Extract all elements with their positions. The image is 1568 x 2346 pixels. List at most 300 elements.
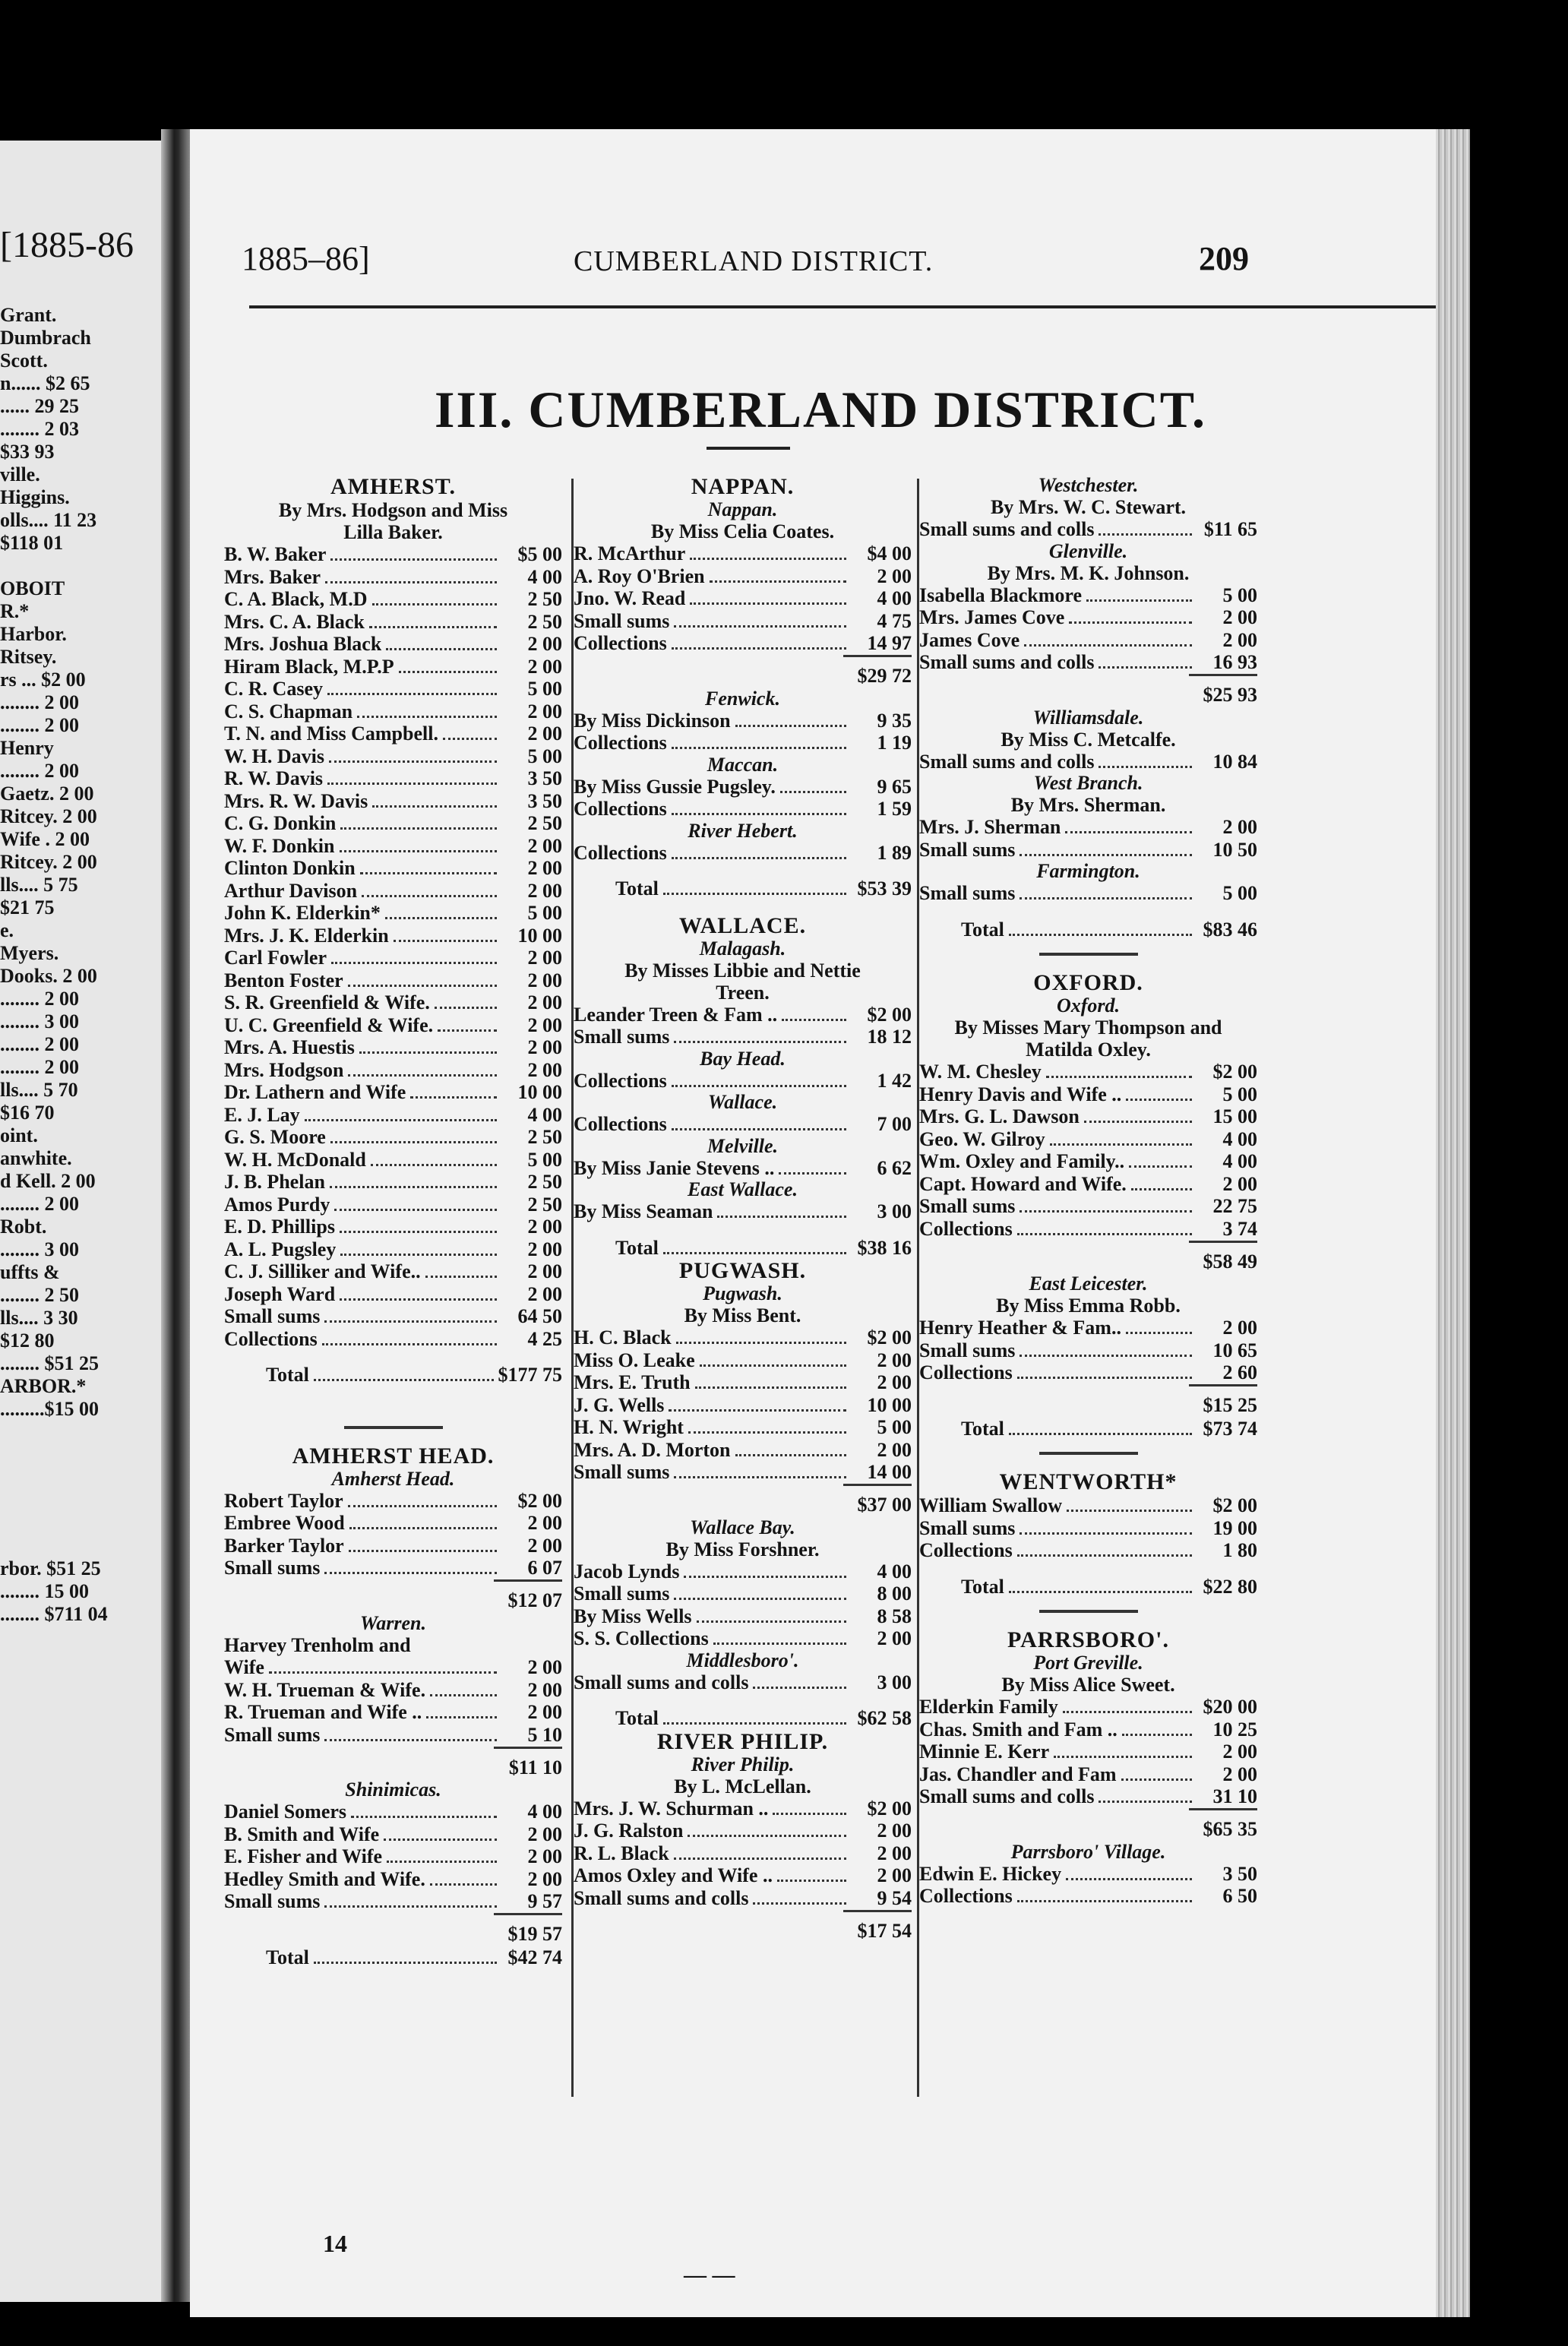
- entry-name: Small sums: [919, 1339, 1016, 1361]
- leader-dots: [1099, 666, 1192, 669]
- leader-dots: [1020, 1210, 1192, 1213]
- entry-name: Minnie E. Kerr: [919, 1741, 1050, 1763]
- entry-name: Collections: [919, 1885, 1013, 1907]
- leader-dots: [348, 1505, 497, 1507]
- entry-row: [574, 542, 912, 565]
- collector-line: By L. McLellan.: [674, 1775, 811, 1797]
- subtotal: [919, 1384, 1257, 1418]
- place-heading: Melville.: [707, 1134, 779, 1157]
- leader-dots: [387, 1861, 497, 1863]
- leader-dots: [1099, 766, 1192, 768]
- section-heading: WENTWORTH*: [999, 1469, 1178, 1494]
- entry-row: [574, 1371, 912, 1394]
- entry-row: [574, 1416, 912, 1439]
- left-page-line: [0, 555, 152, 577]
- left-page-line: [0, 1512, 152, 1535]
- entry-name: Small sums: [574, 1461, 670, 1483]
- leader-dots: [713, 1643, 846, 1645]
- entry-name: H. N. Wright: [574, 1416, 684, 1438]
- entry-amount: 2 50: [527, 812, 562, 834]
- entry-row: [224, 880, 562, 903]
- entry-amount: 2 00: [527, 1678, 562, 1701]
- place-heading: Wallace.: [707, 1091, 778, 1113]
- entry-row: [224, 1194, 562, 1216]
- entry-name: R. Trueman and Wife ..: [224, 1701, 422, 1723]
- total-row: [919, 1418, 1257, 1440]
- collector-line: By Mrs. Sherman.: [1010, 794, 1166, 816]
- entry-amount: $5 00: [517, 543, 562, 565]
- leader-dots: [672, 647, 846, 650]
- leader-dots: [305, 1119, 497, 1121]
- entry-name: By Miss Seaman: [574, 1200, 713, 1222]
- place-heading: Oxford.: [1056, 994, 1121, 1016]
- entry-amount: 2 00: [877, 564, 912, 587]
- entry-name: C. A. Black, M.D: [224, 588, 368, 610]
- left-page-line: uffts &: [0, 1261, 60, 1283]
- entry-row: [224, 1104, 562, 1127]
- entry-name: Mrs. R. W. Davis: [224, 789, 368, 812]
- subtotal-amount: $25 93: [1189, 674, 1257, 707]
- entry-name: Benton Foster: [224, 969, 343, 991]
- entry-row: [574, 1671, 912, 1694]
- leader-dots: [386, 648, 497, 650]
- entry-row: [574, 1842, 912, 1865]
- entry-row: [224, 700, 562, 723]
- leader-dots: [674, 1598, 846, 1600]
- leader-dots: [1126, 1099, 1192, 1101]
- entry-amount: 2 00: [527, 1823, 562, 1845]
- entry-row: [574, 798, 912, 820]
- leader-dots: [1065, 831, 1192, 833]
- entry-amount: 5 00: [527, 678, 562, 700]
- left-page-line: lls.... 5 70: [0, 1079, 78, 1101]
- subtotal-amount: $11 10: [494, 1747, 562, 1779]
- subtotal: [919, 1808, 1257, 1842]
- leader-dots: [690, 602, 846, 605]
- place-heading: Malagash.: [699, 937, 786, 960]
- entry-amount: 31 10: [1212, 1785, 1257, 1807]
- leader-dots: [672, 1128, 846, 1130]
- leader-dots: [426, 1716, 497, 1718]
- left-page-line: olls.... 11 23: [0, 509, 97, 531]
- leader-dots: [399, 671, 497, 673]
- entry-amount: 4 00: [877, 587, 912, 609]
- entry-amount: 3 50: [1222, 1862, 1257, 1885]
- leader-dots: [672, 813, 846, 815]
- entry-amount: 2 00: [527, 857, 562, 879]
- entry-amount: 9 35: [877, 709, 912, 732]
- entry-name: Total: [961, 1417, 1004, 1440]
- entry-name: A. Roy O'Brien: [574, 564, 705, 587]
- entry-row: [224, 1823, 562, 1846]
- total-row: [574, 1237, 912, 1260]
- entry-name: Small sums: [574, 1026, 670, 1048]
- entry-amount: 2 00: [527, 1216, 562, 1238]
- entry-name: Small sums: [919, 1516, 1016, 1539]
- title-rule: [707, 447, 790, 450]
- place-heading: Maccan.: [707, 753, 779, 776]
- leader-dots: [1099, 533, 1192, 536]
- entry-name: E. J. Lay: [224, 1103, 300, 1126]
- entry-row: [224, 1490, 562, 1513]
- spacer: [574, 900, 912, 914]
- entry-row: [919, 1517, 1257, 1540]
- collector-line: By Miss Alice Sweet.: [1001, 1674, 1175, 1696]
- entry-row: [574, 1605, 912, 1628]
- place-heading: River Philip.: [691, 1753, 795, 1775]
- page-edges: [1436, 129, 1470, 2317]
- entry-name: Mrs. Hodgson: [224, 1058, 344, 1081]
- entry-name: E. D. Phillips: [224, 1216, 335, 1238]
- entry-row: [574, 1864, 912, 1887]
- entry-name: Collections: [919, 1361, 1013, 1383]
- entry-name: R. L. Black: [574, 1842, 669, 1864]
- entry-name: R. W. Davis: [224, 767, 324, 789]
- leader-dots: [435, 1007, 497, 1009]
- entry-amount: 1 80: [1222, 1539, 1257, 1561]
- entry-row: [919, 651, 1257, 674]
- leader-dots: [700, 1364, 846, 1367]
- left-page-line: [0, 1466, 152, 1489]
- entry-amount: 2 00: [1222, 628, 1257, 651]
- leader-dots: [676, 1342, 846, 1344]
- entry-row: [574, 1797, 912, 1820]
- leader-dots: [269, 1671, 497, 1674]
- entry-row: [574, 842, 912, 865]
- subtotal: [224, 1579, 562, 1613]
- section-heading: PARRSBORO'.: [1007, 1627, 1169, 1652]
- entry-name: Total: [615, 1236, 659, 1259]
- entry-amount: 2 00: [527, 1701, 562, 1723]
- left-page-line: ARBOR.*: [0, 1375, 87, 1397]
- entry-amount: 2 00: [527, 655, 562, 678]
- entry-amount: 2 00: [527, 1238, 562, 1260]
- subtotal: [574, 655, 912, 688]
- leader-dots: [324, 1739, 497, 1741]
- entry-name: Total: [266, 1364, 309, 1386]
- entry-name: S. S. Collections: [574, 1627, 709, 1649]
- left-page-line: ........ 2 00: [0, 1033, 79, 1055]
- entry-name: Robert Taylor: [224, 1489, 343, 1512]
- entry-amount: 4 00: [527, 565, 562, 588]
- entry-amount: 3 74: [1222, 1217, 1257, 1240]
- leader-dots: [1020, 1355, 1192, 1357]
- entry-row: [919, 1061, 1257, 1083]
- entry-amount: 2 00: [527, 1058, 562, 1081]
- entry-row: [919, 1173, 1257, 1196]
- place-heading: East Wallace.: [688, 1178, 798, 1200]
- entry-amount: 2 00: [527, 1534, 562, 1557]
- entry-name: Mrs. J. W. Schurman ..: [574, 1797, 769, 1820]
- entry-row: [224, 1305, 562, 1328]
- entry-name: Small sums: [224, 1305, 321, 1327]
- leader-dots: [1009, 1433, 1192, 1435]
- left-page-line: $12 80: [0, 1330, 55, 1352]
- leader-dots: [369, 626, 497, 628]
- collector-line: By Mrs. Hodgson and Miss: [278, 499, 508, 521]
- spacer: [224, 1350, 562, 1364]
- leader-dots: [663, 1252, 846, 1254]
- entry-name: Small sums: [574, 609, 670, 632]
- left-page-line: ........ 2 03: [0, 418, 79, 440]
- place-heading: Amherst Head.: [331, 1467, 455, 1490]
- entry-row: [224, 1014, 562, 1037]
- entry-row: [919, 606, 1257, 629]
- leader-dots: [672, 747, 846, 749]
- entry-row: [224, 1512, 562, 1535]
- entry-row: [919, 816, 1257, 839]
- section-heading: AMHERST.: [330, 474, 456, 499]
- left-page-line: ville.: [0, 463, 40, 485]
- entry-amount: 8 58: [877, 1605, 912, 1627]
- left-page-line: ........ 3 00: [0, 1010, 79, 1032]
- entry-name: Isabella Blackmore: [919, 583, 1083, 606]
- entry-amount: 10 00: [517, 1081, 562, 1103]
- entry-amount: 6 50: [1222, 1885, 1257, 1907]
- entry-row: [574, 776, 912, 798]
- leader-dots: [1131, 1188, 1192, 1190]
- left-page-line: Gaetz. 2 00: [0, 783, 94, 805]
- leader-dots: [410, 1096, 497, 1099]
- leader-dots: [340, 827, 497, 830]
- entry-row: [574, 587, 912, 610]
- entry-row: [224, 678, 562, 700]
- page-signature-number: 14: [323, 2230, 347, 2257]
- entry-amount: 10 00: [867, 1393, 912, 1416]
- entry-name: S. R. Greenfield & Wife.: [224, 991, 430, 1013]
- leader-dots: [372, 603, 498, 605]
- leader-dots: [1084, 1121, 1192, 1123]
- entry-name: Chas. Smith and Fam ..: [919, 1718, 1118, 1741]
- entry-amount: 2 00: [527, 633, 562, 655]
- leader-dots: [1017, 1233, 1192, 1235]
- entry-amount: 1 42: [877, 1069, 912, 1092]
- entry-row: [919, 1494, 1257, 1517]
- spacer: [224, 1386, 562, 1400]
- entry-name: Small sums: [574, 1582, 670, 1605]
- entry-amount: 2 00: [527, 947, 562, 969]
- entry-name: Small sums: [919, 1195, 1016, 1217]
- entry-row: [224, 1059, 562, 1082]
- entry-row: [574, 610, 912, 633]
- entry-row: [224, 566, 562, 589]
- leader-dots: [717, 1216, 846, 1218]
- subtotal-amount: $15 25: [1189, 1384, 1257, 1417]
- entry-amount: 5 00: [877, 1416, 912, 1438]
- entry-name: J. G. Ralston: [574, 1820, 684, 1842]
- left-page-line: Harbor.: [0, 623, 67, 645]
- entry-row: [224, 656, 562, 678]
- left-page-header: [1885-86: [0, 225, 134, 265]
- entry-name: Small sums: [224, 1557, 321, 1579]
- entry-amount: 2 00: [527, 1656, 562, 1678]
- left-page-line: [0, 1535, 152, 1557]
- entry-name: Mrs. J. Sherman: [919, 816, 1061, 838]
- entry-row: [224, 1890, 562, 1913]
- leader-dots: [322, 1343, 497, 1345]
- leader-dots: [1063, 1711, 1192, 1713]
- leader-dots: [349, 1527, 497, 1529]
- leader-dots: [1069, 621, 1192, 624]
- entry-amount: 9 54: [877, 1886, 912, 1909]
- leader-dots: [1024, 644, 1192, 647]
- left-page-line: $21 75: [0, 896, 55, 918]
- entry-name: By Miss Wells: [574, 1605, 692, 1627]
- left-page-line: Henry: [0, 737, 54, 759]
- entry-amount: 15 00: [1212, 1105, 1257, 1127]
- leader-dots: [314, 1379, 494, 1381]
- entry-amount: 2 50: [527, 1126, 562, 1148]
- entry-row: [224, 1557, 562, 1579]
- entry-amount: 2 00: [527, 1013, 562, 1036]
- entry-name: By Miss Gussie Pugsley.: [574, 775, 776, 798]
- entry-name: Hedley Smith and Wife.: [224, 1867, 425, 1890]
- entry-row: [224, 745, 562, 768]
- subtotal-amount: $37 00: [843, 1484, 912, 1516]
- entry-name: Mrs. C. A. Black: [224, 610, 365, 633]
- entry-row: [574, 1157, 912, 1180]
- entry-amount: 9 65: [877, 775, 912, 798]
- entry-amount: 2 50: [527, 1171, 562, 1193]
- entry-amount: 7 00: [877, 1113, 912, 1135]
- left-page-line: ........ 2 50: [0, 1284, 79, 1306]
- left-page-line: Ritcey. 2 00: [0, 805, 97, 827]
- entry-name: C. S. Chapman: [224, 700, 353, 722]
- left-page-line: lls.... 5 75: [0, 874, 78, 896]
- leader-dots: [1050, 1143, 1192, 1146]
- entry-name: J. B. Phelan: [224, 1171, 325, 1193]
- entry-amount: 3 00: [877, 1671, 912, 1693]
- entry-amount: 2 50: [527, 1193, 562, 1216]
- leader-dots: [735, 725, 846, 727]
- leader-dots: [672, 857, 846, 859]
- column-1: [224, 475, 562, 1968]
- leader-dots: [330, 1186, 497, 1188]
- total-row: [224, 1946, 562, 1969]
- leader-dots: [425, 1276, 497, 1278]
- leader-dots: [384, 1839, 497, 1841]
- left-page-line: rbor. $51 25: [0, 1557, 101, 1579]
- entry-amount: 2 00: [877, 1348, 912, 1371]
- collector-line: By Miss Celia Coates.: [650, 520, 835, 542]
- left-page-line: ........ 3 00: [0, 1238, 79, 1260]
- total-row: [919, 918, 1257, 941]
- entry-name: Barker Taylor: [224, 1534, 344, 1557]
- entry-row: [224, 633, 562, 656]
- entry-amount: 2 00: [1222, 816, 1257, 838]
- left-page-line: $118 01: [0, 532, 64, 554]
- leader-dots: [385, 917, 497, 919]
- entry-amount: $22 80: [1203, 1575, 1257, 1598]
- left-page-line: oint.: [0, 1124, 38, 1146]
- subtotal: [919, 1240, 1257, 1273]
- leader-dots: [325, 581, 497, 583]
- entry-name: Harvey Trenholm and: [224, 1633, 411, 1656]
- entry-name: Mrs. James Cove: [919, 606, 1065, 628]
- entry-row: [224, 1724, 562, 1747]
- entry-row: [919, 882, 1257, 905]
- entry-name: W. H. McDonald: [224, 1148, 366, 1171]
- entry-amount: $42 74: [507, 1946, 562, 1968]
- entry-name: Mrs. J. K. Elderkin: [224, 924, 389, 947]
- leader-dots: [438, 1029, 497, 1032]
- leader-dots: [688, 1431, 846, 1434]
- leader-dots: [710, 580, 846, 583]
- entry-amount: 2 00: [877, 1864, 912, 1886]
- entry-amount: 2 00: [527, 1036, 562, 1058]
- left-page-line: R.*: [0, 600, 30, 622]
- entry-row: [919, 839, 1257, 862]
- left-page-line: [0, 1443, 152, 1466]
- entry-row: [224, 1701, 562, 1724]
- entry-row: [574, 1394, 912, 1417]
- entry-row: [224, 1328, 562, 1351]
- entry-name: Collections: [574, 1069, 667, 1092]
- left-page-line: anwhite.: [0, 1147, 72, 1169]
- leader-dots: [430, 1694, 497, 1696]
- leader-dots: [753, 1687, 846, 1689]
- entry-amount: 6 07: [527, 1557, 562, 1579]
- left-page-line: $16 70: [0, 1102, 55, 1124]
- entry-name: Collections: [574, 841, 667, 864]
- entry-amount: 5 00: [1222, 882, 1257, 904]
- leader-dots: [324, 1320, 497, 1323]
- entry-name: R. McArthur: [574, 542, 686, 564]
- leader-dots: [1066, 1878, 1192, 1880]
- entry-amount: $62 58: [857, 1707, 912, 1729]
- left-page-line: lls.... 3 30: [0, 1307, 78, 1329]
- entry-row: [224, 1171, 562, 1194]
- entry-row: [574, 1326, 912, 1349]
- entry-name: Jacob Lynds: [574, 1560, 680, 1582]
- entry-name: W. H. Davis: [224, 745, 324, 767]
- subtotal-amount: $19 57: [494, 1913, 562, 1946]
- entry-row: [919, 1083, 1257, 1106]
- entry-row: [919, 518, 1257, 541]
- entry-name: Collections: [574, 1113, 667, 1135]
- leader-dots: [324, 1572, 497, 1574]
- leader-dots: [330, 558, 497, 561]
- entry-name: Arthur Davison: [224, 879, 358, 902]
- leader-dots: [695, 1386, 846, 1389]
- entry-amount: 4 00: [527, 1801, 562, 1823]
- spacer: [574, 1223, 912, 1237]
- entry-name: Mrs. Joshua Black: [224, 633, 382, 655]
- leader-dots: [360, 872, 497, 874]
- leader-dots: [349, 1550, 497, 1552]
- entry-name: Clinton Donkin: [224, 857, 356, 879]
- entry-row: [919, 1195, 1257, 1218]
- section-heading: RIVER PHILIP.: [656, 1728, 829, 1754]
- left-page-line: .........$15 00: [0, 1398, 99, 1420]
- entry-row: [224, 543, 562, 566]
- entry-name: Amos Purdy: [224, 1193, 330, 1216]
- entry-amount: 1 89: [877, 841, 912, 864]
- entry-name: Collections: [574, 798, 667, 820]
- left-page-line: $33 93: [0, 441, 55, 463]
- section-rule: [1039, 953, 1138, 956]
- entry-row: [574, 1004, 912, 1026]
- collector-line: By Miss Emma Robb.: [996, 1295, 1181, 1317]
- leader-dots: [1129, 1165, 1192, 1168]
- leader-dots: [1086, 599, 1192, 602]
- entry-row: [224, 767, 562, 790]
- entry-amount: $11 65: [1203, 518, 1257, 540]
- spacer: [574, 1693, 912, 1707]
- entry-amount: 14 97: [867, 632, 912, 654]
- collector-line: By Miss Bent.: [684, 1304, 801, 1326]
- leader-dots: [1126, 1332, 1192, 1334]
